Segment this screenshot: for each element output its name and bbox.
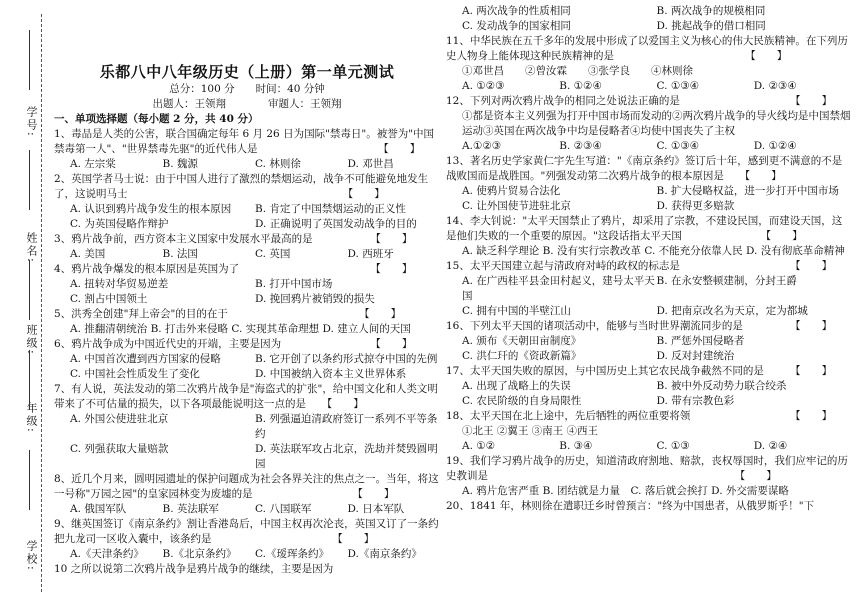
answer-option[interactable]: C.《瑷珲条约》 [255, 548, 329, 560]
answer-option[interactable]: B. 严惩外国侵略者 [656, 335, 745, 347]
answer-option[interactable]: C. ①③④ [656, 80, 700, 92]
grade-blank[interactable] [29, 350, 30, 410]
answer-option[interactable]: B. ①②④ [559, 80, 602, 92]
answer-option[interactable]: C. 中国社会性质发生了变化 [70, 368, 200, 380]
exam-title: 乐都八中八年级历史（上册）第一单元测试 [99, 63, 395, 81]
question [446, 364, 851, 409]
answer-option[interactable]: A. 出现了战略上的失误 [462, 380, 571, 392]
question-stem: 5、洪秀全创建"拜上帝会"的目的在于 【 】 [54, 308, 402, 320]
question [54, 337, 440, 382]
name-blank[interactable] [29, 150, 30, 210]
answer-options [54, 247, 440, 262]
answer-option[interactable]: A. 中国首次遭到西方国家的侵略 [70, 353, 221, 365]
question-stem: 1、毒品是人类的公害，联合国确定每年 6 月 26 日为国际"禁毒日"。被誉为"中国禁毒第一人"、"世界禁毒先驱"的近代伟人是 【 】 [54, 128, 435, 155]
class-blank[interactable] [29, 260, 30, 320]
question-stem: 10 之所以说第二次鸦片战争是鸦片战争的继续，主要是因为 [54, 563, 334, 575]
answer-option[interactable]: B. 扩大侵略权益，进一步打开中国市场 [656, 185, 839, 197]
grade-label: 年级: [25, 402, 38, 434]
answer-option[interactable]: B. 魏源 [162, 158, 198, 170]
answer-option[interactable]: D. 反对封建统治 [656, 350, 735, 362]
answer-options [54, 277, 440, 307]
answer-option[interactable]: B. 在永安整顿建制，分封王爵 [656, 275, 797, 287]
answer-option[interactable]: C. 洪仁玕的《资政新篇》 [462, 350, 582, 362]
answer-options [54, 157, 440, 172]
question [54, 562, 440, 577]
answer-option[interactable]: B.《北京条约》 [162, 548, 237, 560]
answer-options [54, 412, 440, 472]
answer-option[interactable]: C. 列强获取大量赔款 [70, 443, 169, 455]
answer-option[interactable]: C. 农民阶级的自身局限性 [462, 395, 582, 407]
answer-option[interactable]: A. 认识到鸦片战争发生的根本原因 [70, 203, 232, 215]
answer-option[interactable]: A. 俄国军队 [70, 503, 127, 515]
answer-option[interactable]: D. 带有宗教色彩 [656, 395, 735, 407]
question [446, 94, 851, 154]
answer-options [446, 184, 851, 214]
answer-option[interactable]: C. 让外国使节进驻北京 [462, 200, 571, 212]
answer-option[interactable]: A. 外国公使进驻北京 [70, 413, 169, 425]
answer-option[interactable]: C. 林则徐 [255, 158, 301, 170]
answer-option[interactable]: A. ①②③ [462, 80, 505, 92]
answer-option[interactable]: A. 左宗棠 [70, 158, 116, 170]
answer-option[interactable]: A. 在广西桂平县金田村起义，建号太平天国 [462, 275, 655, 302]
question-stem: 4、鸦片战争爆发的根本原因是英国为了 【 】 [54, 263, 413, 275]
answer-option[interactable]: D. 西班牙 [347, 248, 394, 260]
question [446, 409, 851, 454]
answer-option[interactable]: D.《南京条约》 [347, 548, 422, 560]
question-stem: 11、中华民族在五千多年的发展中形成了以爱国主义为核心的伟大民族精神。在下列历史人物身上能体现这种民族精神的是 【 】 [446, 35, 848, 62]
answer-option[interactable]: B. 它开创了以条约形式掠夺中国的先例 [255, 353, 438, 365]
answer-option[interactable]: A. ①② [462, 440, 496, 452]
answer-option[interactable]: C. ①③④ [656, 140, 700, 152]
question [54, 232, 440, 262]
answer-options [446, 4, 851, 34]
question [54, 307, 440, 337]
answer-options [446, 379, 851, 409]
question [446, 319, 851, 364]
answer-option[interactable]: A. 美国 [70, 248, 106, 260]
answer-option[interactable]: B. 被中外反动势力联合绞杀 [656, 380, 787, 392]
answer-option[interactable]: A. 使鸦片贸易合法化 [462, 185, 561, 197]
answer-option[interactable]: C. 割占中国领土 [70, 293, 148, 305]
answer-options [54, 502, 440, 517]
seal-line [41, 14, 42, 592]
question [54, 472, 440, 517]
answer-option[interactable]: D. 把南京改名为天京，定为都城 [656, 305, 808, 317]
left-column [54, 0, 440, 577]
answer-option[interactable]: D. ①②④ [753, 140, 797, 152]
answer-option[interactable]: B. 法国 [162, 248, 198, 260]
student-id-label: 学号: [25, 106, 38, 138]
answer-option[interactable]: D. 正确说明了英国发动战争的目的 [255, 218, 417, 230]
left-questions [54, 127, 440, 577]
answer-options [54, 547, 440, 562]
question [446, 214, 851, 259]
answer-option[interactable]: C. 拥有中国的半壁江山 [462, 305, 571, 317]
question [54, 517, 440, 562]
school-label: 学校: [25, 540, 38, 572]
answer-options [54, 322, 440, 337]
answer-option[interactable]: A. 扭转对华贸易逆差 [70, 278, 169, 290]
question-statements: ①邓世昌 ②曾汝霖 ③张学良 ④林则徐 [462, 65, 693, 77]
question-stem: 9、继英国签订《南京条约》割让香港岛后，中国主权再次沦丧，英国又订了一条约把九龙司一区收入囊中，该条约是 【 】 [54, 518, 439, 545]
answer-option[interactable]: A.《天津条约》 [70, 548, 144, 560]
authors: 出题人：王领翔 审题人：王领翔 [152, 98, 342, 110]
school-blank[interactable] [29, 450, 30, 510]
question-statements: ①都是资本主义列强为打开中国市场而发动的②两次鸦片战争的导火线均是中国禁烟运动③英国在两次战争中均是侵略者④均使中国丧失了主权 [462, 110, 851, 137]
question-stem: 6、鸦片战争成为中国近代史的开端，主要是因为 【 】 [54, 338, 413, 350]
answer-options [446, 439, 851, 454]
question-stem: 2、英国学者马士说：由于中国人进行了激烈的禁烟运动，战争不可能避免地发生了，这说明马士 【 】 [54, 173, 429, 200]
question-stem: 17、太平天国失败的原因，与中国历史上其它农民战争截然不同的是 【 】 [446, 365, 833, 377]
answer-option[interactable]: A. 推翻清朝统治 B. 打击外来侵略 C. 实现其革命理想 D. 建立人间的天国 [70, 323, 411, 335]
question [54, 172, 440, 232]
answer-option[interactable]: D. ②④ [753, 440, 788, 452]
question-stem: 19、我们学习鸦片战争的历史，知道清政府割地、赔款，丧权辱国时，我们应牢记的历史教训是 【 】 [446, 455, 848, 482]
answer-option[interactable]: C. ①③ [656, 440, 690, 452]
question-stem: 20、1841 年，林则徐在遣职迁乡时曾预言："终为中国患者，从俄罗斯乎！"下 [446, 500, 815, 512]
answer-option[interactable]: B. 打开中国市场 [255, 278, 333, 290]
question [54, 382, 440, 472]
answer-option[interactable]: D. 获得更多赔款 [656, 200, 735, 212]
answer-option[interactable]: C. 八国联军 [255, 503, 312, 515]
question [446, 454, 851, 499]
answer-option[interactable]: A. 缺乏科学理论 B. 没有实行宗教改革 C. 不能充分依靠人民 D. 没有彻底革命精神 [462, 245, 845, 257]
question-stem: 16、下列太平天国的诸项活动中，能够与当时世界潮流同步的是 【 】 [446, 320, 833, 332]
answer-option[interactable]: B. 英法联军 [162, 503, 219, 515]
class-label: 班级: [25, 324, 38, 356]
question [446, 259, 851, 319]
binding-margin [0, 0, 52, 606]
question-stem: 13、著名历史学家黄仁宇先生写道："《南京条约》签订后十年，感到更不满意的不是战败国而是战胜国。"列强发动第二次鸦片战争的根本原因是 【 】 [446, 155, 843, 182]
answer-option[interactable]: D. 挽回鸦片被销毁的损失 [255, 293, 375, 305]
answer-options [54, 352, 440, 382]
score-time: 总分：100 分 时间：40 分钟 [169, 83, 325, 95]
question-stem: 8、近几个月来，圆明园遗址的保护问题成为社会各界关注的焦点之一。当年，将这一号称"万园之园"的皇家园林变为废墟的是 【 】 [54, 473, 439, 500]
question-stem: 12、下列对两次鸦片战争的相同之处说法正确的是 【 】 [446, 95, 833, 107]
question-stem: 3、鸦片战争前，西方资本主义国家中发展水平最高的是 【 】 [54, 233, 413, 245]
answer-option[interactable]: D. ②③④ [753, 80, 797, 92]
answer-option[interactable]: A.①②③ [462, 140, 502, 152]
question-stem: 15、太平天国建立起与清政府对峙的政权的标志是 【 】 [446, 260, 833, 272]
name-label: 姓名: [25, 232, 38, 264]
answer-option[interactable]: A. 两次战争的性质相同 [462, 5, 571, 17]
answer-option[interactable]: A. 鸦片危害严重 B. 团结就是力量 C. 落后就会挨打 D. 外交需要谋略 [462, 485, 789, 497]
answer-option[interactable]: D. 挑起战争的借口相同 [656, 20, 766, 32]
question [446, 4, 851, 34]
student-id-blank[interactable] [29, 30, 30, 90]
answer-option[interactable]: B. 肯定了中国禁烟运动的正义性 [255, 203, 406, 215]
question-stem: 18、太平天国在北上途中，先后牺牲的两位重要将领 【 】 [446, 410, 833, 422]
question-statements: ①北王 ②翼王 ③南王 ④西王 [462, 425, 599, 437]
question-stem: 7、有人说，英法发动的第二次鸦片战争是"海盗式的扩张"，给中国文化和人类文明带来了不可估量的损失，以下各项最能说明这一点的是 【 】 [54, 383, 438, 410]
answer-option[interactable]: B. ③④ [559, 440, 593, 452]
question [54, 262, 440, 307]
answer-options [446, 139, 851, 154]
answer-options [446, 334, 851, 364]
answer-option[interactable]: D. 邓世昌 [347, 158, 394, 170]
question-stem: 14、李大钊说："太平天国禁止了鸦片，却采用了宗教，不建设民国，而建设天国，这是他们失败的一个重要的原因。"这段话指太平天国 【 】 [446, 215, 843, 242]
answer-option[interactable]: D. 中国被纳入资本主义世界体系 [255, 368, 407, 380]
question [446, 154, 851, 214]
answer-option[interactable]: B. 列强逼迫清政府签订一系列不平等条约 [255, 413, 438, 440]
right-questions [446, 4, 851, 514]
section-heading: 一、单项选择题（每小题 2 分，共 40 分） [54, 113, 259, 125]
question [54, 127, 440, 172]
right-column [446, 4, 851, 514]
answer-option[interactable]: C. 为英国侵略作辩护 [70, 218, 169, 230]
question [446, 499, 851, 514]
answer-options [446, 484, 851, 499]
answer-option[interactable]: D. 日本军队 [347, 503, 405, 515]
answer-options [446, 79, 851, 94]
answer-option[interactable]: C. 英国 [255, 248, 291, 260]
answer-option[interactable]: B. 两次战争的规模相同 [656, 5, 766, 17]
answer-options [446, 274, 851, 319]
answer-option[interactable]: C. 发动战争的国家相同 [462, 20, 571, 32]
question [446, 34, 851, 94]
answer-option[interactable]: B. ②③④ [559, 140, 602, 152]
answer-option[interactable]: A. 颁布《天朝田亩制度》 [462, 335, 582, 347]
answer-options [54, 202, 440, 232]
answer-option[interactable]: D. 英法联军攻占北京，洗劫并焚毁圆明园 [255, 443, 438, 470]
answer-options [446, 244, 851, 259]
